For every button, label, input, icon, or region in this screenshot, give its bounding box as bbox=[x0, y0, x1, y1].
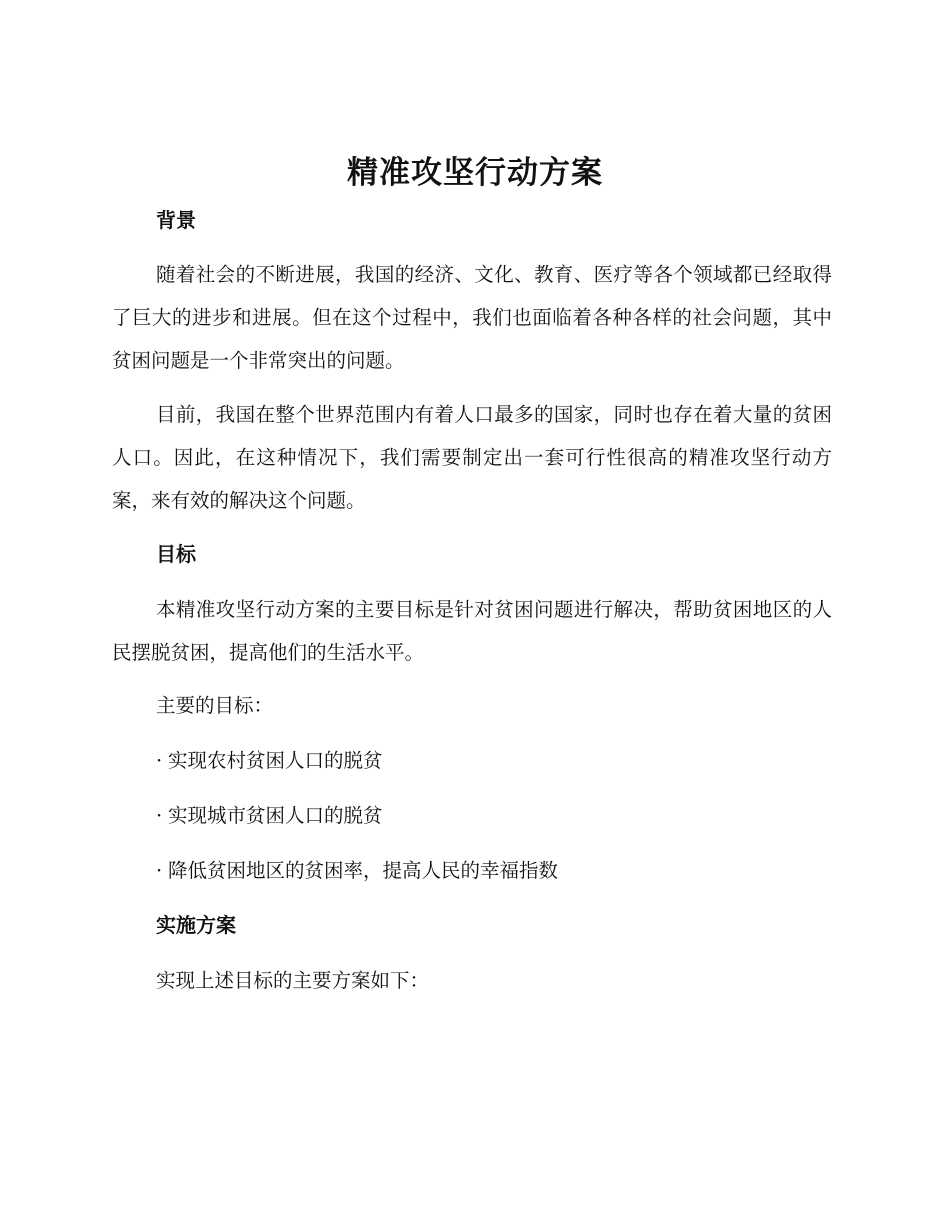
list-item bbox=[156, 857, 558, 885]
list-item bbox=[156, 802, 383, 830]
section-heading-background: 背景 bbox=[156, 208, 196, 232]
document-title: 精准攻坚行动方案 bbox=[347, 155, 603, 191]
background-paragraph-2: 目前，我国在整个世界范围内有着人口最多的国家，同时也存在着大量的贫困人口。因此，在这种情况下，我们需要制定出一套可行性很高的精准攻坚行动方案，来有效的解决这个问题。 bbox=[112, 403, 832, 512]
background-paragraph-1: 随着社会的不断进展，我国的经济、文化、教育、医疗等各个领域都已经取得了巨大的进步和进展。但在这个过程中，我们也面临着各种各样的社会问题，其中贫困问题是一个非常突出的问题。 bbox=[112, 263, 832, 372]
bullet-icon: · bbox=[156, 859, 163, 882]
list-item-text: 实现农村贫困人口的脱贫 bbox=[168, 749, 383, 772]
goals-paragraph-1: 本精准攻坚行动方案的主要目标是针对贫困问题进行解决，帮助贫困地区的人民摆脱贫困，提高他们的生活水平。 bbox=[112, 598, 832, 664]
bullet-icon: · bbox=[156, 749, 163, 772]
section-heading-goals: 目标 bbox=[156, 542, 196, 566]
list-item bbox=[156, 747, 383, 775]
section-heading-implementation: 实施方案 bbox=[156, 913, 236, 937]
goals-list-intro: 主要的目标： bbox=[156, 694, 274, 717]
list-item-text: 降低贫困地区的贫困率，提高人民的幸福指数 bbox=[168, 859, 559, 882]
list-item-text: 实现城市贫困人口的脱贫 bbox=[168, 804, 383, 827]
bullet-icon: · bbox=[156, 804, 163, 827]
implementation-intro: 实现上述目标的主要方案如下： bbox=[156, 969, 430, 992]
